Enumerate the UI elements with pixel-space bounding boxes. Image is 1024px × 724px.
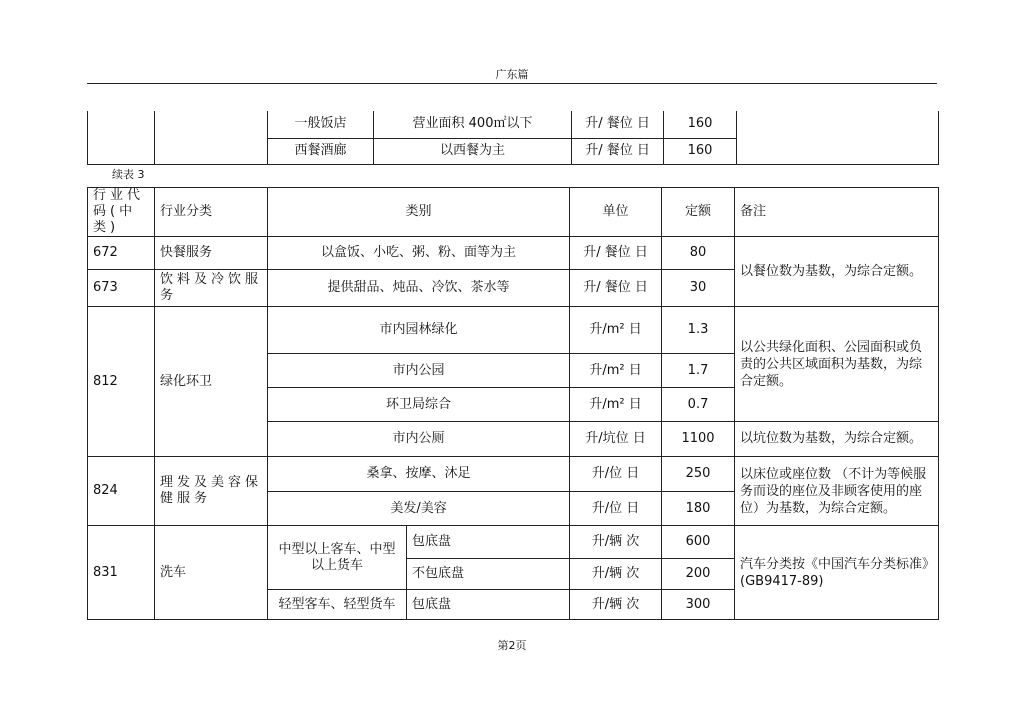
page-number: 第2页 — [497, 639, 527, 652]
quota-cell: 600 — [662, 526, 735, 559]
quota-cell: 250 — [662, 457, 735, 492]
subtype-cell: 以西餐为主 — [374, 138, 572, 164]
col-header-category: 类别 — [268, 188, 570, 237]
quota-cell: 1.7 — [662, 354, 735, 388]
unit-cell: 升/m² 日 — [570, 354, 662, 388]
quota-cell: 300 — [662, 590, 735, 620]
unit-cell: 升/位 日 — [570, 492, 662, 526]
header-rule — [87, 83, 937, 84]
empty-cell — [155, 111, 268, 164]
industry-cell: 饮料及冷饮服务 — [155, 270, 268, 307]
industry-cell: 快餐服务 — [155, 237, 268, 270]
quota-cell: 0.7 — [662, 388, 735, 422]
subtype-cell: 包底盘 — [407, 526, 570, 559]
quota-cell: 160 — [664, 111, 737, 138]
table-row — [88, 526, 939, 559]
unit-cell: 升/ 餐位 日 — [570, 270, 662, 307]
table-row — [88, 237, 939, 270]
category-cell: 环卫局综合 — [268, 388, 570, 422]
col-header-code: 行业代码(中类) — [88, 188, 155, 237]
col-header-unit: 单位 — [570, 188, 662, 237]
water-quota-table — [87, 187, 939, 620]
vehicle-group-cell: 中型以上客车、中型以上货车 — [268, 526, 407, 590]
unit-cell: 升/坑位 日 — [570, 422, 662, 457]
page-header: 广东篇 — [495, 68, 529, 81]
subtype-cell: 包底盘 — [407, 590, 570, 620]
note-cell: 以床位或座位数 （不计为等候服务而设的座位及非顾客使用的座位）为基数，为综合定额。 — [735, 457, 939, 526]
table-row — [88, 111, 939, 138]
unit-cell: 升/ 餐位 日 — [570, 237, 662, 270]
industry-cell: 理发及美容保健服务 — [155, 457, 268, 526]
unit-cell: 升/辆 次 — [570, 590, 662, 620]
col-header-industry: 行业分类 — [155, 188, 268, 237]
note-cell: 以坑位数为基数，为综合定额。 — [735, 422, 939, 457]
table-row — [88, 307, 939, 354]
col-header-quota: 定额 — [662, 188, 735, 237]
code-cell: 831 — [88, 526, 155, 620]
category-cell: 桑拿、按摩、沐足 — [268, 457, 570, 492]
category-cell: 市内公园 — [268, 354, 570, 388]
subtype-cell: 不包底盘 — [407, 559, 570, 590]
note-cell — [737, 111, 939, 164]
vehicle-group-cell: 轻型客车、轻型货车 — [268, 590, 407, 620]
table-header-row — [88, 188, 939, 237]
unit-cell: 升/辆 次 — [570, 526, 662, 559]
empty-cell — [88, 111, 155, 164]
unit-cell: 升/ 餐位 日 — [572, 138, 664, 164]
unit-cell: 升/辆 次 — [570, 559, 662, 590]
unit-cell: 升/ 餐位 日 — [572, 111, 664, 138]
industry-cell: 洗车 — [155, 526, 268, 620]
category-cell: 一般饭店 — [268, 111, 374, 138]
quota-cell: 160 — [664, 138, 737, 164]
code-cell: 812 — [88, 307, 155, 457]
quota-cell: 1100 — [662, 422, 735, 457]
category-cell: 美发/美容 — [268, 492, 570, 526]
note-cell: 汽车分类按《中国汽车分类标准》(GB9417-89) — [735, 526, 939, 620]
quota-cell: 1.3 — [662, 307, 735, 354]
quota-cell: 180 — [662, 492, 735, 526]
col-header-note: 备注 — [735, 188, 939, 237]
unit-cell: 升/m² 日 — [570, 388, 662, 422]
unit-cell: 升/m² 日 — [570, 307, 662, 354]
code-cell: 672 — [88, 237, 155, 270]
category-cell: 西餐酒廊 — [268, 138, 374, 164]
category-cell: 以盒饭、小吃、粥、粉、面等为主 — [268, 237, 570, 270]
subtype-cell: 营业面积 400㎡以下 — [374, 111, 572, 138]
unit-cell: 升/位 日 — [570, 457, 662, 492]
note-cell: 以公共绿化面积、公园面积或负责的公共区域面积为基数，为综合定额。 — [735, 307, 939, 422]
code-cell: 673 — [88, 270, 155, 307]
category-cell: 市内园林绿化 — [268, 307, 570, 354]
table-row — [88, 457, 939, 492]
category-cell: 提供甜品、炖品、冷饮、茶水等 — [268, 270, 570, 307]
quota-cell: 80 — [662, 237, 735, 270]
code-cell: 824 — [88, 457, 155, 526]
quota-cell: 200 — [662, 559, 735, 590]
industry-cell: 绿化环卫 — [155, 307, 268, 457]
quota-cell: 30 — [662, 270, 735, 307]
note-cell: 以餐位数为基数，为综合定额。 — [735, 237, 939, 307]
continued-table-top — [87, 111, 939, 165]
table-caption: 续表 3 — [112, 168, 145, 181]
category-cell: 市内公厕 — [268, 422, 570, 457]
